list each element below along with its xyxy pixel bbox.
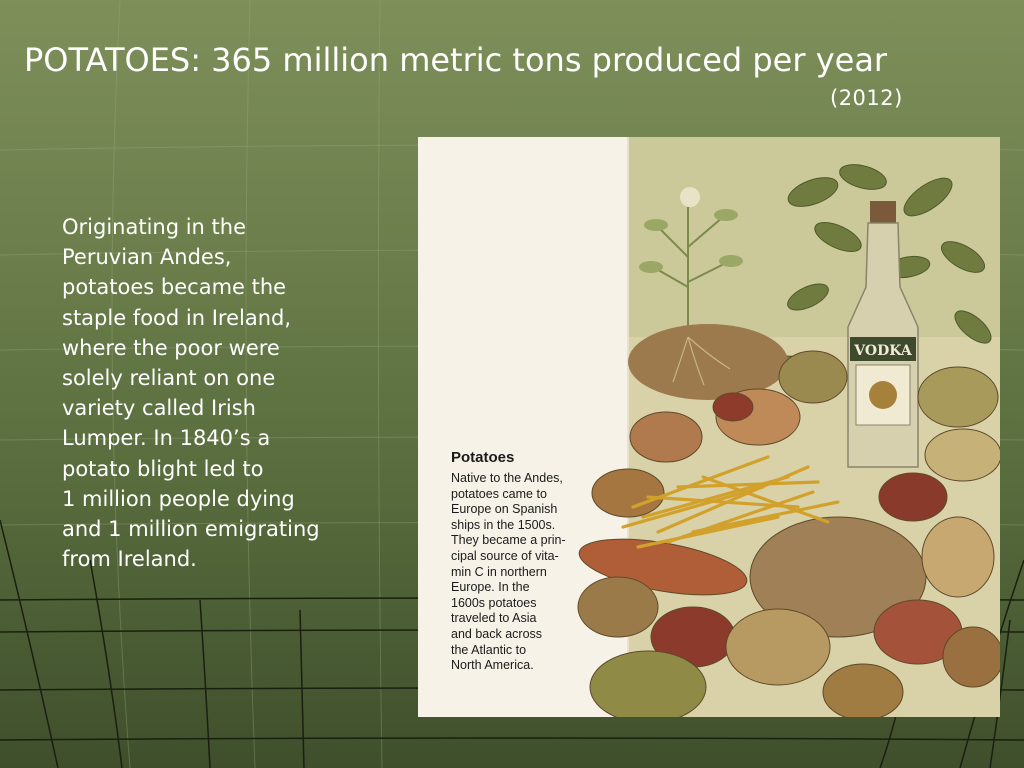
photo-caption (451, 449, 601, 674)
vodka-label: VODKA (854, 343, 912, 359)
potatoes-photo (418, 137, 1000, 717)
caption-body: Native to the Andes, potatoes came to Europe on Spanish ships in the 1500s. They became a prin- cipal source of vita- min C in northern Europe. In the 1600s potatoes traveled to Asia and back across the Atlantic to North America. (451, 471, 566, 673)
title-year: (2012) (830, 86, 903, 110)
caption-title: Potatoes (451, 449, 515, 466)
slide-title: POTATOES: 365 million metric tons produced per year (24, 41, 888, 79)
body-text: Originating in the Peruvian Andes, potatoes became the staple food in Ireland, where the poor were solely reliant on one variety called Irish Lumper. In 1840’s a potato blight led to 1 million people dying and 1 million emigrating from Ireland. (62, 215, 320, 572)
